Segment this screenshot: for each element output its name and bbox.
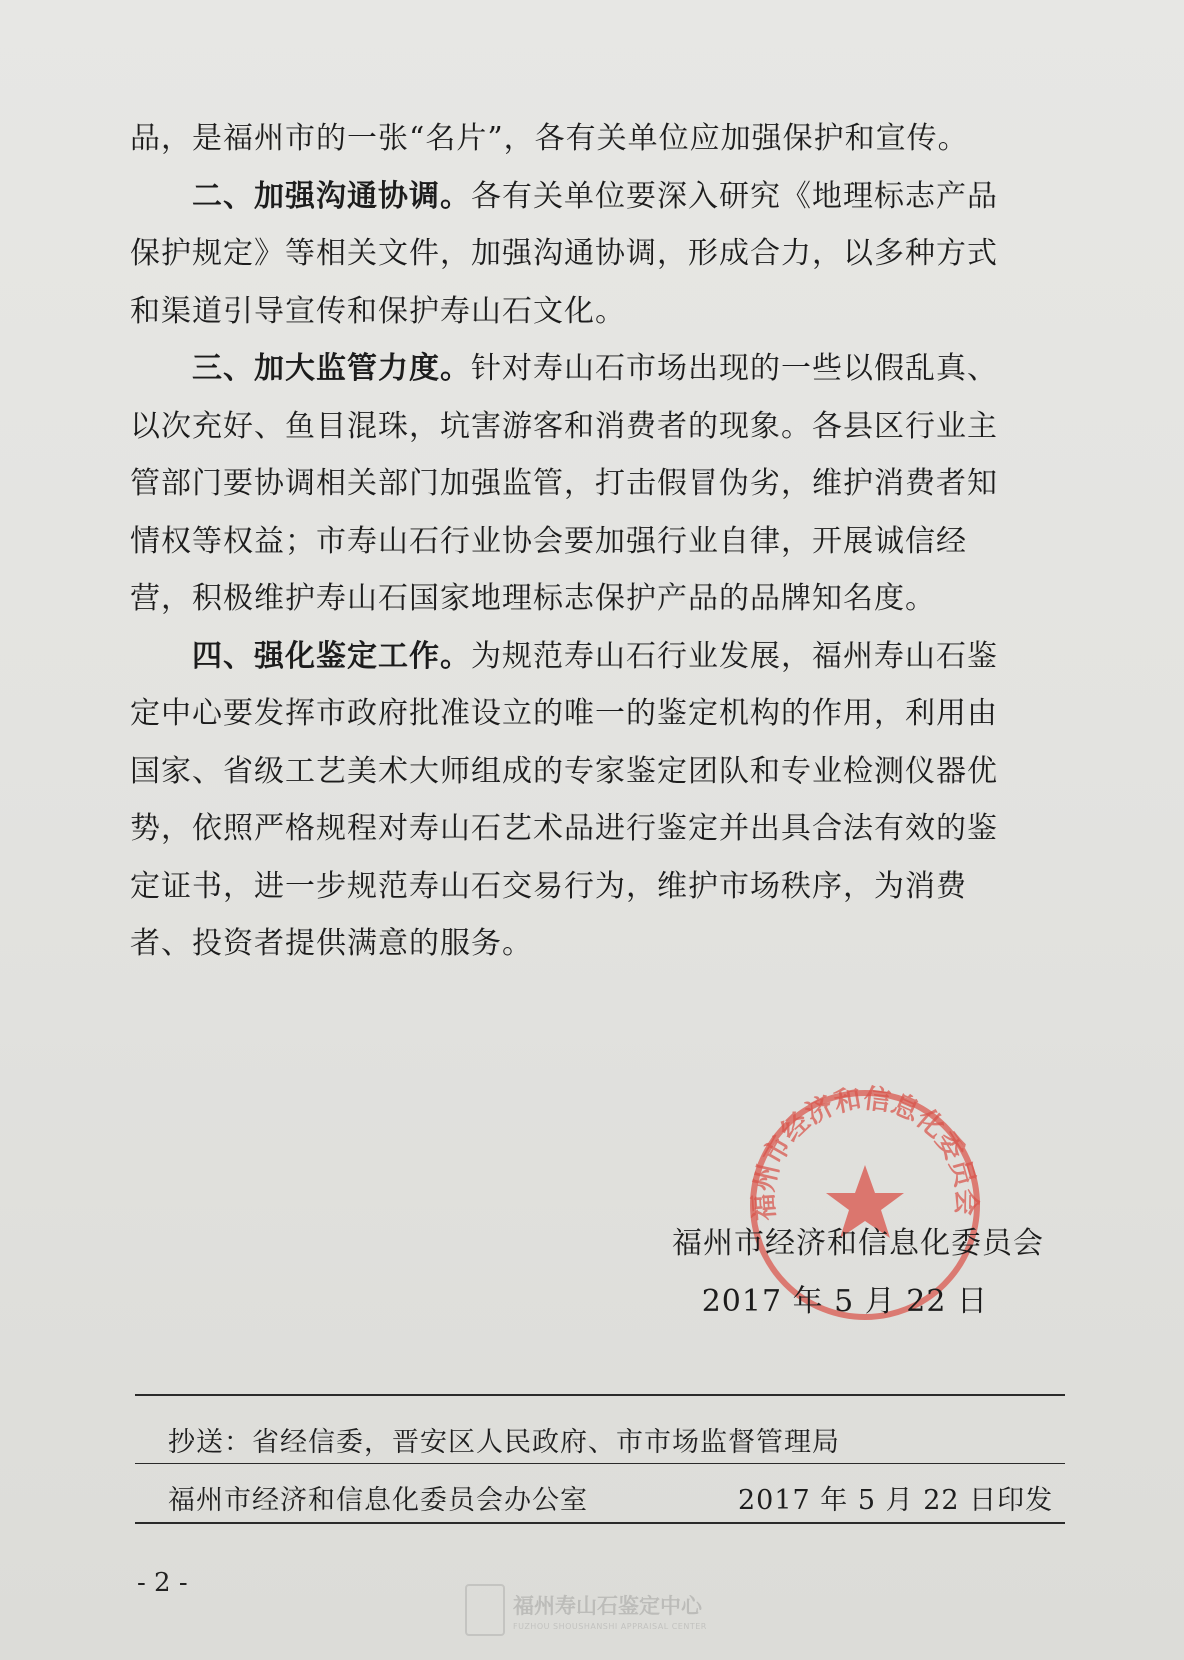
paragraph-text: 针对寿山石市场出现的一些以假乱真、以次充好、鱼目混珠，坑害游客和消费者的现象。各县区行业主管部门要协调相关部门加强监管，打击假冒伪劣，维护消费者知情权等权益；市寿山石行业协会要加强行业自律，开展诚信经营，积极维护寿山石国家地理标志保护产品的品牌知名度。 bbox=[130, 351, 998, 616]
footer-top-rule bbox=[135, 1394, 1065, 1396]
paragraph-appraisal bbox=[130, 628, 1010, 973]
paragraph-text: 各有关单位要深入研究《地理标志产品保护规定》等相关文件，加强沟通协调，形成合力，以多种方式和渠道引导宣传和保护寿山石文化。 bbox=[130, 178, 998, 329]
signature-org: 福州市经济和信息化委员会 bbox=[672, 1226, 1044, 1261]
paragraph-heading: 四、强化鉴定工作。 bbox=[192, 638, 471, 674]
paragraph-heading: 三、加大监管力度。 bbox=[192, 351, 471, 386]
paragraph-text: 为规范寿山石行业发展，福州寿山石鉴定中心要发挥市政府批准设立的唯一的鉴定机构的作用，利用由国家、省级工艺美术大师组成的专家鉴定团队和专业检测仪器优势，依照严格规程对寿山石艺术品进行鉴定并出具合法有效的鉴定证书，进一步规范寿山石交易行为，维护市场秩序，为消费者、投资者提供满意的服务。 bbox=[130, 638, 998, 961]
footer-bottom-rule bbox=[135, 1522, 1065, 1524]
issuer-name: 福州市经济和信息化委员会办公室 bbox=[168, 1485, 588, 1516]
seal-logo-icon bbox=[465, 1584, 505, 1636]
seal-text: 福州市经济和信息化委员会 bbox=[748, 1083, 982, 1222]
document-body bbox=[130, 110, 1010, 973]
signature-date: 2017 年 5 月 22 日 bbox=[701, 1284, 988, 1319]
paragraph-communication bbox=[130, 168, 1010, 341]
page-number: - 2 - bbox=[137, 1568, 188, 1598]
watermark bbox=[465, 1580, 707, 1640]
watermark-subtitle: FUZHOU SHOUSHANSHI APPRAISAL CENTER bbox=[513, 1621, 707, 1631]
paragraph-supervision bbox=[130, 340, 1010, 628]
watermark-title: 福州寿山石鉴定中心 bbox=[513, 1593, 702, 1618]
signature-block bbox=[672, 1215, 1044, 1331]
paragraph-heading: 二、加强沟通协调。 bbox=[192, 178, 471, 214]
issue-date: 2017 年 5 月 22 日印发 bbox=[738, 1485, 1054, 1516]
cc-line: 抄送：省经信委，晋安区人民政府、市市场监督管理局 bbox=[168, 1427, 840, 1458]
paragraph-continuation: 品，是福州市的一张“名片”，各有关单位应加强保护和宣传。 bbox=[130, 121, 969, 156]
footer-middle-rule bbox=[135, 1463, 1065, 1464]
